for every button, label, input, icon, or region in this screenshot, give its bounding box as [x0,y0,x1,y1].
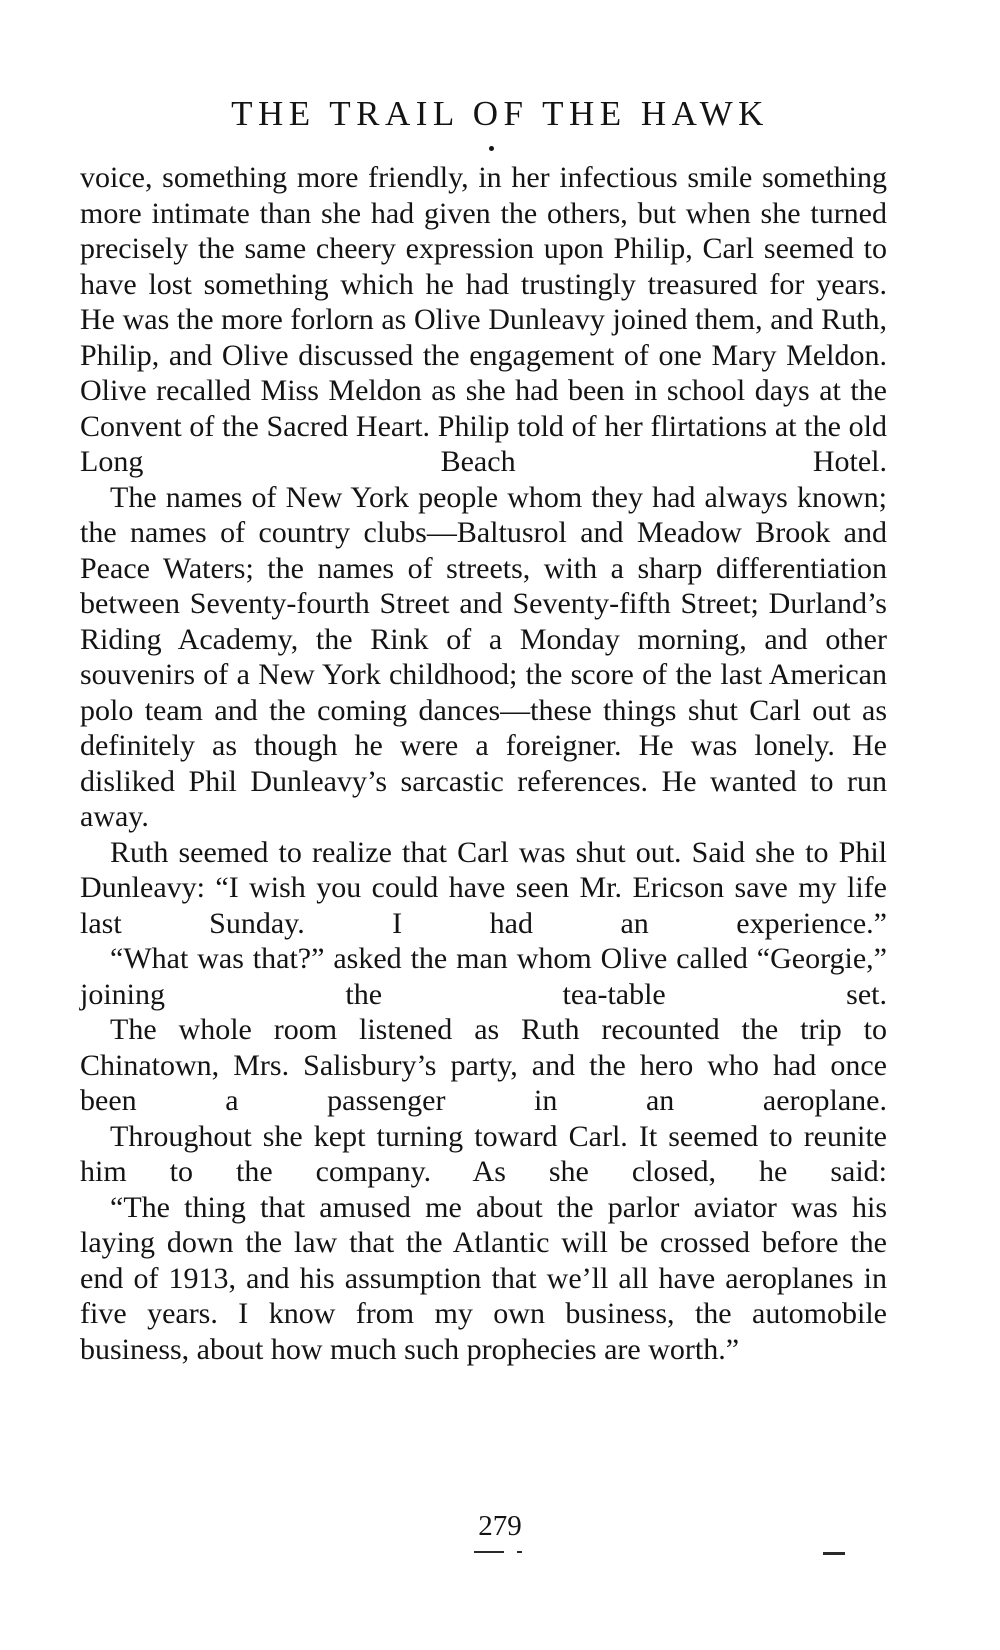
running-head: THE TRAIL OF THE HAWK [231,94,769,133]
paragraph: The whole room listened as Ruth recounted the trip to Chinatown, Mrs. Salisbury’s party, and the hero who had once been a passenger in an aeroplane. [80,1013,887,1117]
paragraph: Ruth seemed to realize that Carl was shut out. Said she to Phil Dunleavy: “I wish you could have seen Mr. Ericson save my life last Sunday. I had an experience.” [80,835,887,940]
body-text [80,160,887,1367]
page-number: 279 [478,1510,522,1542]
folio-mark [517,1551,522,1553]
paragraph: Throughout she kept turning toward Carl. It seemed to reunite him to the company. As she closed, he said: [80,1119,887,1188]
paragraph: “What was that?” asked the man whom Olive called “Georgie,” joining the tea-table set. [80,942,887,1011]
paragraph: “The thing that amused me about the parlor aviator was his laying down the law that the Atlantic will be crossed before the end of 1913, and his assumption that we’ll all have aeroplanes in five years. I know from my own business, the automobile business, about how much such prophecies are worth.” [80,1190,887,1366]
paragraph: The names of New York people whom they had always known; the names of country clubs—Baltusrol and Meadow Brook and Peace Waters; the names of streets, with a sharp differentiation between Seventy-fourth Street and Seventy-fifth Street; Durland’s Riding Academy, the Rink of a Monday morning, and other souvenirs of a New York childhood; the score of the last American polo team and the coming dances—these things shut Carl out as definitely as though he were a foreigner. He was lonely. He disliked Phil Dunleavy’s sarcastic references. He wanted to run away. [80,480,887,833]
paragraph-continued: voice, something more friendly, in her infectious smile something more intimate than she had given the others, but when she turned precisely the same cheery expression upon Philip, Carl seemed to have lost something which he had trustingly treasured for years. He was the more forlorn as Olive Dunleavy joined them, and Ruth, Philip, and Olive discussed the engagement of one Mary Meldon. Olive recalled Miss Meldon as she had been in school days at the Convent of the Sacred Heart. Philip told of her flirtations at the old Long Beach Hotel. [80,161,887,478]
printer-mark [823,1552,845,1555]
head-ornament-dot [489,146,494,151]
folio-underline [474,1551,504,1553]
